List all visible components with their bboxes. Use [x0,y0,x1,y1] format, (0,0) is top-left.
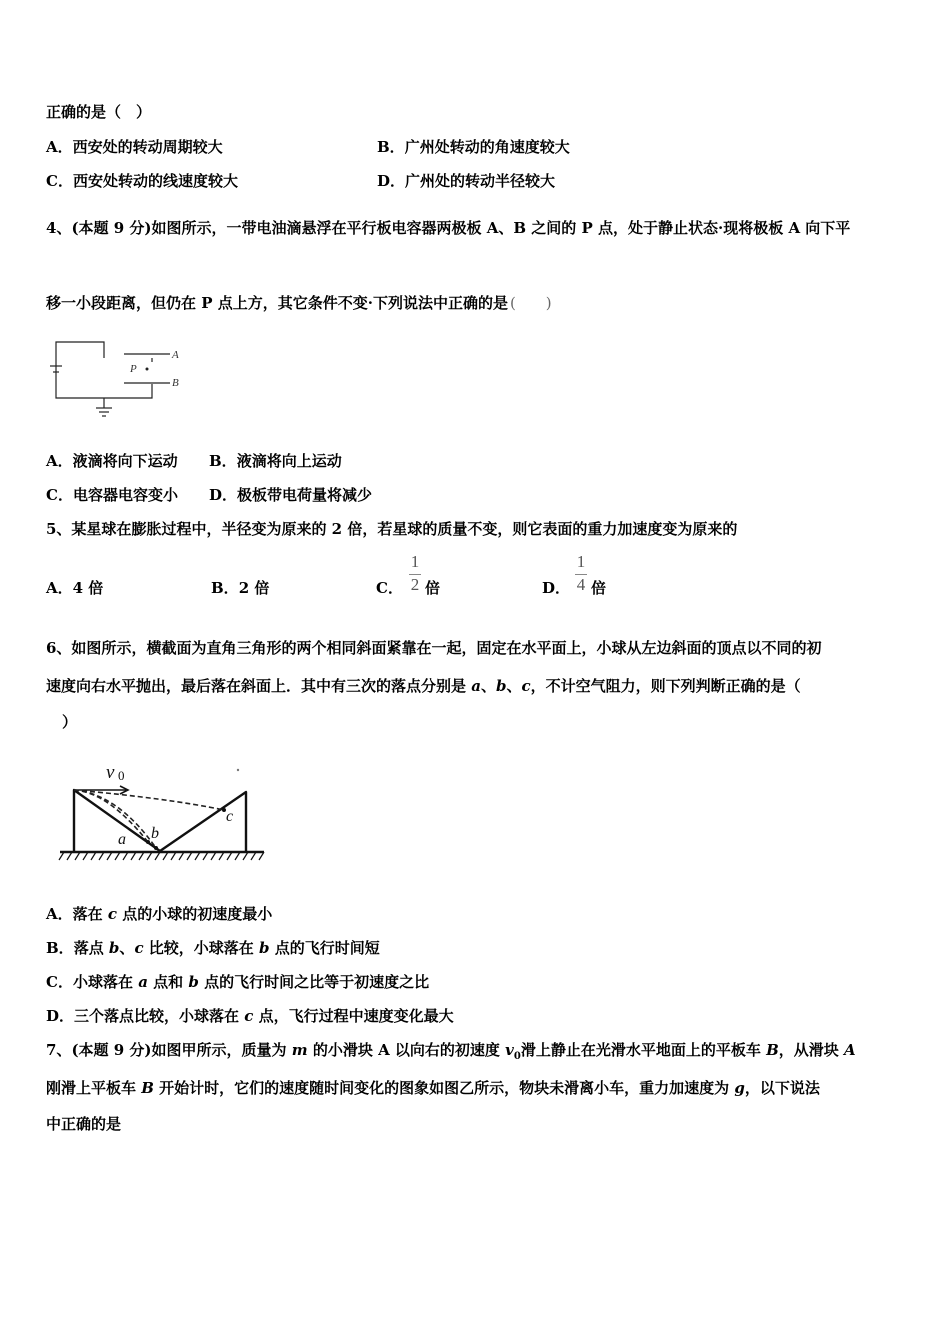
fraction-denominator: 2 [410,575,420,594]
q5-option-a: A．4 倍 [46,579,104,597]
q4-stem-line1: 4、(本题 9 分)如图所示，一带电油滴悬浮在平行板电容器两极板 A、B 之间的 P 点，处于静止状态·现将极板 A 向下平 [46,219,851,237]
q4-option-a: A．液滴将向下运动 [46,452,178,470]
q7-stem-line1: 7、(本题 9 分)如图甲所示，质量为 m 的小滑块 A 以向右的初速度 $v_0$滑上静止在光滑水平地面上的平板车 B，从滑块 A [46,1041,856,1062]
q6-stem-line2: 速度向右水平抛出，最后落在斜面上．其中有三次的落点分别是 a、b、c，不计空气阻力，则下列判断正确的是（ [46,677,801,695]
fraction-numerator: 1 [410,552,420,571]
q3-option-d: D．广州处的转动半径较大 [377,172,556,190]
q5-option-c-unit: 倍 [425,579,441,597]
q6-option-d: D．三个落点比较，小球落在 c 点，飞行过程中速度变化最大 [46,1007,454,1025]
point-c-label: c [226,808,234,825]
inclines-projectile-figure [56,756,270,864]
v0-subscript: 0 [118,768,125,783]
q6-option-b: B．落点 b、c 比较，小球落在 b 点的飞行时间短 [46,939,380,957]
q6-stem-line3: ） [62,713,78,731]
q5-option-b: B．2 倍 [211,579,270,597]
plate-a-label: A [172,349,179,361]
plate-b-label: B [172,377,179,389]
q3-option-b: B．广州处转动的角速度较大 [377,138,570,156]
q7-stem-line3: 中正确的是 [46,1115,122,1133]
capacitor-circuit-figure [44,336,194,420]
fraction-denominator: 4 [576,575,586,594]
q3-stem-tail: 正确的是（ ） [46,103,152,121]
point-a-label: a [118,831,126,848]
q4-option-d: D．极板带电荷量将减少 [209,486,373,504]
fraction-numerator: 1 [576,552,586,571]
q5-option-c-letter: C． [376,579,403,597]
q5-option-d-letter: D． [542,579,571,597]
q3-option-a: A．西安处的转动周期较大 [46,138,223,156]
q3-option-c: C．西安处转动的线速度较大 [46,172,238,190]
q5-stem: 5、某星球在膨胀过程中，半径变为原来的 2 倍，若星球的质量不变，则它表面的重力加速度变为原来的 [46,520,738,538]
q6-option-c: C．小球落在 a 点和 b 点的飞行时间之比等于初速度之比 [46,973,430,991]
answer-paren: ( ) [509,294,552,312]
q7-stem-line2: 刚滑上平板车 B 开始计时，它们的速度随时间变化的图象如图乙所示，物块未滑离小车，重力加速度为 g，以下说法 [46,1079,820,1097]
q6-stem-line1: 6、如图所示，横截面为直角三角形的两个相同斜面紧靠在一起，固定在水平面上，小球从左边斜面的顶点以不同的初 [46,639,822,657]
point-b-label: b [151,825,159,842]
q4-stem-line2: 移一小段距离，但仍在 P 点上方，其它条件不变·下列说法中正确的是 ( ) [46,294,552,312]
point-p-label: P [130,363,137,375]
q5-option-d-unit: 倍 [591,579,607,597]
q4-option-b: B．液滴将向上运动 [209,452,342,470]
v0-label: v [106,762,115,783]
q6-option-a: A．落在 c 点的小球的初速度最小 [46,905,273,923]
q4-option-c: C．电容器电容变小 [46,486,178,504]
